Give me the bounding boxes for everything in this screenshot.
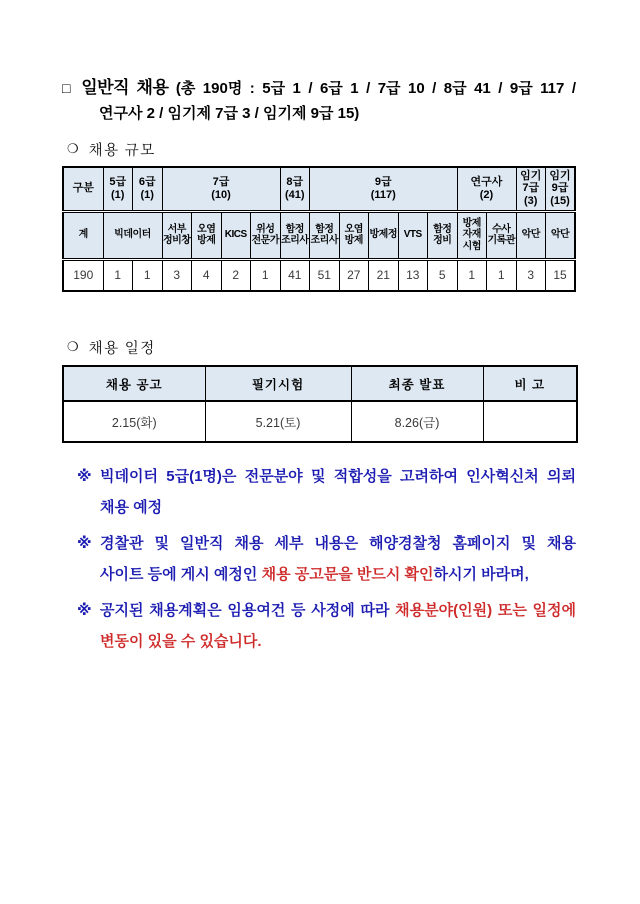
scale-count-cell: 51 [310,259,340,291]
scale-grade-header-cell: 9급 (117) [310,167,458,211]
scale-field-header-cell: 악단 [516,211,546,259]
schedule-data-cell: 5.21(토) [205,401,351,442]
recruitment-schedule-table [62,365,578,443]
note-marker-icon: ※ [77,602,92,619]
scale-count-cell: 1 [457,259,487,291]
circle-bullet-icon: ❍ [67,142,79,157]
scale-field-header-cell: 함정 조리사 [310,211,340,259]
scale-grade-header-cell: 구분 [63,167,103,211]
note [62,595,576,657]
page-title: 일반직 채용 [81,78,169,97]
scale-grade-header-cell: 임기 7급 (3) [516,167,546,211]
note [62,461,576,523]
circle-bullet-icon: ❍ [67,340,79,355]
scale-count-cell: 190 [63,259,103,291]
scale-count-cell: 41 [280,259,310,291]
note-text-segment: 하시기 바라며, [433,566,529,583]
schedule-header-cell: 채용 공고 [63,366,205,401]
scale-field-header-cell: 계 [63,211,103,259]
scale-field-header-cell: 방제정 [369,211,399,259]
section-title-schedule: 채용 일정 [88,341,156,357]
scale-table-grade-row [63,167,575,211]
scale-table-count-row [63,259,575,291]
schedule-header-cell: 비 고 [483,366,577,401]
schedule-data-cell: 8.26(금) [351,401,483,442]
notes-section [62,461,576,657]
schedule-data-cell: 2.15(화) [63,401,205,442]
note-line [100,461,576,492]
scale-field-header-cell: 악단 [546,211,576,259]
note-text-segment: 사이트 등에 게시 예정인 [100,566,262,583]
scale-count-cell: 15 [546,259,576,291]
scale-field-header-cell: 빅데이터 [103,211,162,259]
note-line [100,559,576,590]
scale-count-cell: 2 [221,259,251,291]
section-header-schedule [62,337,576,358]
title-block [62,76,576,126]
note-text-segment: 채용 예정 [100,499,163,516]
schedule-header-cell: 필기시험 [205,366,351,401]
schedule-table-header-row [63,366,577,401]
scale-grade-header-cell: 7급 (10) [162,167,280,211]
note-text-segment: 공지된 채용계획은 임용여건 등 사정에 따라 [100,602,396,619]
section-header-scale [62,139,576,160]
document-content [62,76,576,662]
recruitment-scale-table [62,166,576,292]
scale-field-header-cell: 수사 기록관 [487,211,517,259]
scale-grade-header-cell: 5급 (1) [103,167,133,211]
note-marker-icon: ※ [77,468,92,485]
scale-grade-header-cell: 연구사 (2) [457,167,516,211]
scale-count-cell: 27 [339,259,369,291]
note-text-segment: 경찰관 및 일반직 채용 세부 내용은 해양경찰청 홈페이지 및 채용 [100,535,576,552]
scale-count-cell: 3 [162,259,192,291]
scale-grade-header-cell: 6급 (1) [133,167,163,211]
scale-count-cell: 13 [398,259,428,291]
scale-count-cell: 4 [192,259,222,291]
scale-count-cell: 3 [516,259,546,291]
note-text-segment: 변동이 있을 수 있습니다. [100,633,262,650]
scale-table-field-row [63,211,575,259]
note-line [100,626,576,657]
note-marker-icon: ※ [77,535,92,552]
checkbox-bullet-icon: □ [62,80,74,96]
scale-count-cell: 5 [428,259,458,291]
section-title-scale: 채용 규모 [88,143,156,159]
scale-count-cell: 21 [369,259,399,291]
page-title-detail: (총 190명 : 5급 1 / 6급 1 / 7급 10 / 8급 41 / 9급 117 / [175,80,576,97]
scale-field-header-cell: 오염 방제 [192,211,222,259]
note-line [100,528,576,559]
note-line [100,492,576,523]
scale-field-header-cell: 오염 방제 [339,211,369,259]
schedule-data-cell [483,401,577,442]
note-text-segment: 채용분야(인원) 또는 일정에 [395,602,577,619]
scale-count-cell: 1 [487,259,517,291]
note-line [100,595,576,626]
scale-field-header-cell: 함정 정비 [428,211,458,259]
scale-count-cell: 1 [251,259,281,291]
schedule-table-data-row [63,401,577,442]
scale-count-cell: 1 [133,259,163,291]
scale-grade-header-cell: 8급 (41) [280,167,310,211]
note [62,528,576,590]
scale-field-header-cell: 위성 전문가 [251,211,281,259]
scale-grade-header-cell: 임기 9급 (15) [546,167,576,211]
note-text-segment: 채용 공고문을 반드시 확인 [261,566,434,583]
scale-field-header-cell: 함정 조리사 [280,211,310,259]
note-text-segment: 빅데이터 5급(1명)은 전문분야 및 적합성을 고려하여 인사혁신처 의뢰 [100,468,576,485]
scale-field-header-cell: KICS [221,211,251,259]
scale-count-cell: 1 [103,259,133,291]
schedule-header-cell: 최종 발표 [351,366,483,401]
page-title-line1 [62,76,576,101]
scale-field-header-cell: 서부 정비창 [162,211,192,259]
scale-field-header-cell: VTS [398,211,428,259]
page-title-line2: 연구사 2 / 임기제 7급 3 / 임기제 9급 15) [99,105,360,122]
scale-field-header-cell: 방제 자재 시험 [457,211,487,259]
